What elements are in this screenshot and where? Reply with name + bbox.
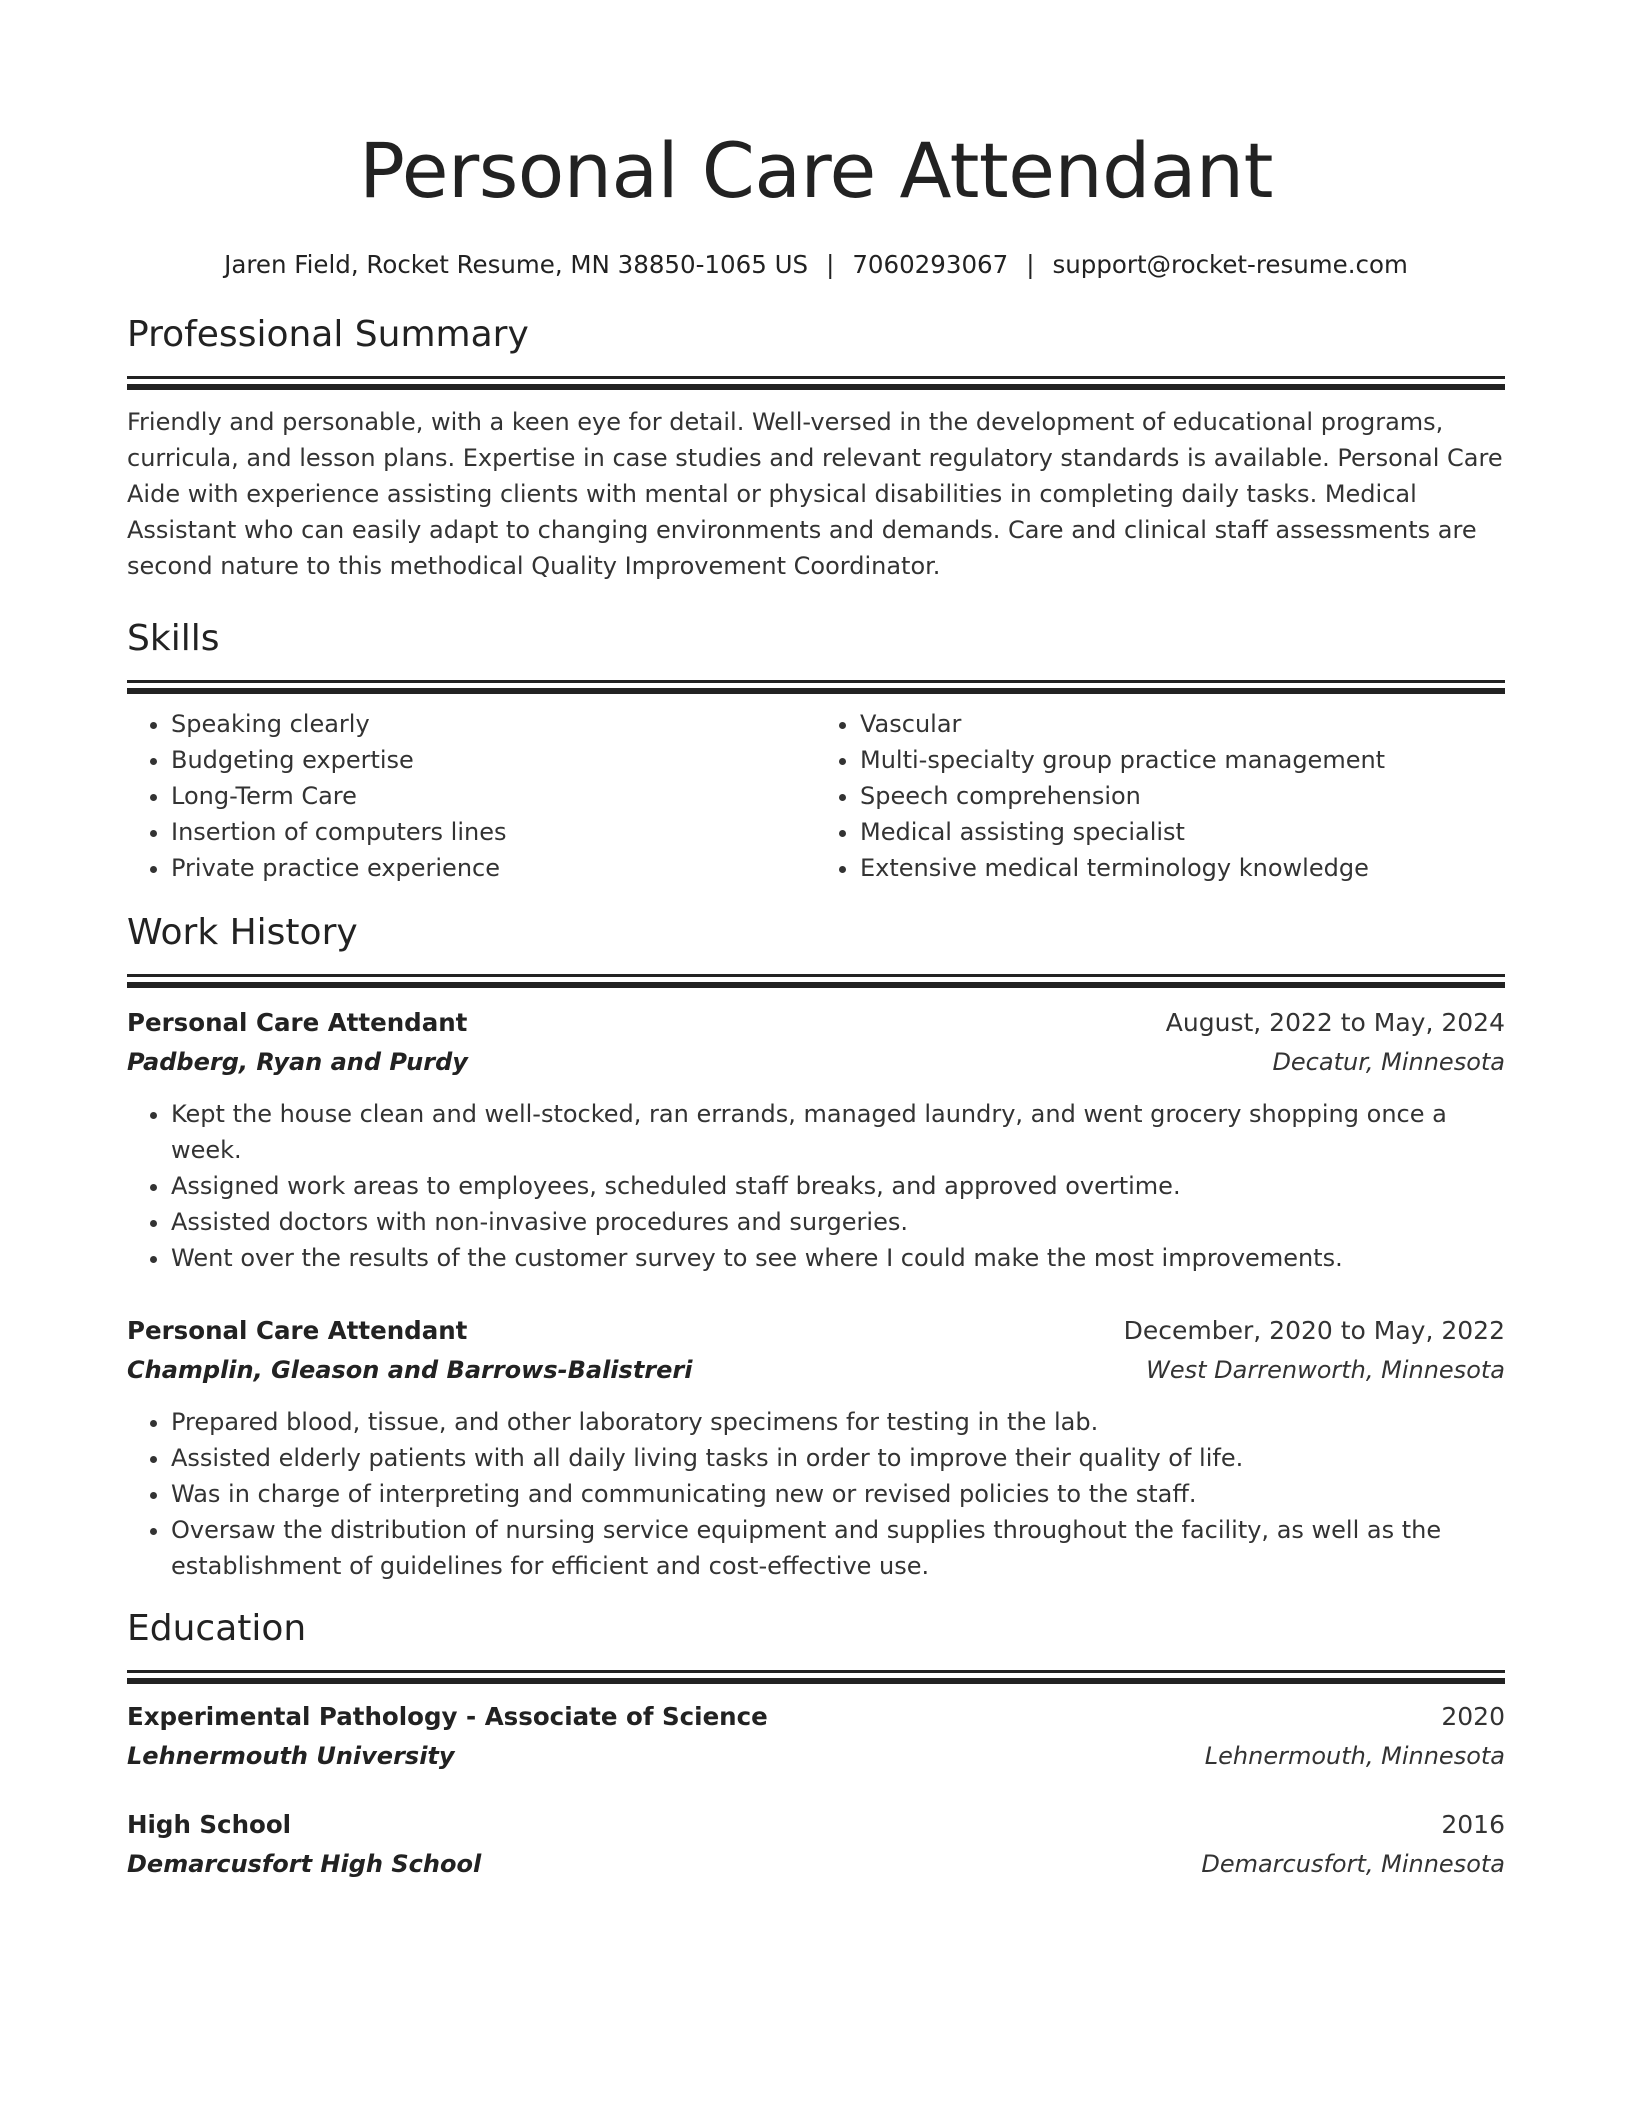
contact-phone: 7060293067 bbox=[852, 250, 1009, 279]
skill-item: • Speaking clearly bbox=[171, 706, 816, 742]
section-divider-thick bbox=[127, 688, 1505, 694]
contact-separator: | bbox=[826, 250, 835, 279]
education-location: Lehnermouth, Minnesota bbox=[1204, 1742, 1505, 1770]
job-location: West Darrenworth, Minnesota bbox=[1146, 1356, 1505, 1384]
job-duty-item: • Was in charge of interpreting and communicating new or revised policies to the staff. bbox=[171, 1476, 1505, 1512]
skill-item: • Extensive medical terminology knowledge bbox=[860, 850, 1505, 886]
job-company-row bbox=[127, 1042, 1505, 1082]
job-duties bbox=[127, 1096, 1505, 1276]
education-year: 2016 bbox=[1441, 1810, 1505, 1839]
skill-item: • Vascular bbox=[860, 706, 1505, 742]
summary-section bbox=[127, 312, 1505, 584]
resume-title: Personal Care Attendant bbox=[359, 126, 1273, 215]
job-header-row bbox=[127, 1312, 1505, 1350]
contact-address: Jaren Field, Rocket Resume, MN 38850-1065 US bbox=[224, 250, 809, 279]
job-duty-item: • Assisted elderly patients with all daily living tasks in order to improve their quality of life. bbox=[171, 1440, 1505, 1476]
skill-item: • Speech comprehension bbox=[860, 778, 1505, 814]
job-dates: August, 2022 to May, 2024 bbox=[1165, 1008, 1505, 1037]
education-degree-row bbox=[127, 1698, 1505, 1736]
education-school: Demarcusfort High School bbox=[127, 1850, 482, 1878]
education-degree: Experimental Pathology - Associate of Science bbox=[127, 1702, 768, 1731]
education-entry bbox=[127, 1698, 1505, 1776]
job-dates: December, 2020 to May, 2022 bbox=[1123, 1316, 1505, 1345]
skill-item: • Long-Term Care bbox=[171, 778, 816, 814]
skill-item: • Budgeting expertise bbox=[171, 742, 816, 778]
job-header-row bbox=[127, 1004, 1505, 1042]
section-divider bbox=[127, 376, 1505, 379]
section-divider-thick bbox=[127, 982, 1505, 988]
section-divider-thick bbox=[127, 384, 1505, 390]
job-duty-item: • Kept the house clean and well-stocked, ran errands, managed laundry, and went grocery shopping once a week. bbox=[171, 1096, 1505, 1168]
skills-heading: Skills bbox=[127, 618, 220, 659]
skills-column-right bbox=[816, 706, 1505, 886]
job-entry bbox=[127, 1004, 1505, 1276]
job-company: Padberg, Ryan and Purdy bbox=[127, 1048, 468, 1076]
skill-item: • Insertion of computers lines bbox=[171, 814, 816, 850]
skills-list bbox=[127, 706, 1505, 886]
section-divider-thick bbox=[127, 1678, 1505, 1684]
contact-email: support@rocket-resume.com bbox=[1052, 250, 1408, 279]
education-year: 2020 bbox=[1441, 1702, 1505, 1731]
skill-item: • Multi-specialty group practice management bbox=[860, 742, 1505, 778]
contact-line bbox=[127, 248, 1505, 282]
job-duty-item: • Oversaw the distribution of nursing service equipment and supplies throughout the facility, as well as the establishment of guidelines for efficient and cost-effective use. bbox=[171, 1512, 1505, 1584]
work-history-heading: Work History bbox=[127, 912, 358, 953]
education-heading: Education bbox=[127, 1608, 307, 1649]
job-duty-item: • Prepared blood, tissue, and other laboratory specimens for testing in the lab. bbox=[171, 1404, 1505, 1440]
education-location: Demarcusfort, Minnesota bbox=[1201, 1850, 1505, 1878]
skills-section bbox=[127, 616, 1505, 886]
skill-item: • Private practice experience bbox=[171, 850, 816, 886]
skill-item: • Medical assisting specialist bbox=[860, 814, 1505, 850]
section-divider bbox=[127, 680, 1505, 683]
job-duty-item: • Assisted doctors with non-invasive procedures and surgeries. bbox=[171, 1204, 1505, 1240]
work-history-section bbox=[127, 910, 1505, 1584]
education-degree-row bbox=[127, 1806, 1505, 1844]
job-title: Personal Care Attendant bbox=[127, 1008, 468, 1037]
education-school: Lehnermouth University bbox=[127, 1742, 455, 1770]
contact-separator: | bbox=[1026, 250, 1035, 279]
job-company: Champlin, Gleason and Barrows-Balistreri bbox=[127, 1356, 693, 1384]
education-school-row bbox=[127, 1844, 1505, 1884]
job-location: Decatur, Minnesota bbox=[1272, 1048, 1505, 1076]
job-duties bbox=[127, 1404, 1505, 1584]
education-degree: High School bbox=[127, 1810, 292, 1839]
education-section bbox=[127, 1606, 1505, 1884]
summary-text: Friendly and personable, with a keen eye for detail. Well-versed in the development of educational programs, curricula, and lesson plans. Expertise in case studies and relevant regulatory standards is available. Personal Care Aide with experience assisting clients with mental or physical disabilities in completing daily tasks. Medical Assistant who can easily adapt to changing environments and demands. Care and clinical staff assessments are second nature to this methodical Quality Improvement Coordinator. bbox=[127, 408, 1503, 580]
education-school-row bbox=[127, 1736, 1505, 1776]
education-entry bbox=[127, 1806, 1505, 1884]
summary-heading: Professional Summary bbox=[127, 314, 529, 355]
job-entry bbox=[127, 1312, 1505, 1584]
job-company-row bbox=[127, 1350, 1505, 1390]
job-title: Personal Care Attendant bbox=[127, 1316, 468, 1345]
job-duty-item: • Assigned work areas to employees, scheduled staff breaks, and approved overtime. bbox=[171, 1168, 1505, 1204]
section-divider bbox=[127, 974, 1505, 977]
section-divider bbox=[127, 1670, 1505, 1673]
skills-column-left bbox=[127, 706, 816, 886]
job-duty-item: • Went over the results of the customer survey to see where I could make the most improvements. bbox=[171, 1240, 1505, 1276]
